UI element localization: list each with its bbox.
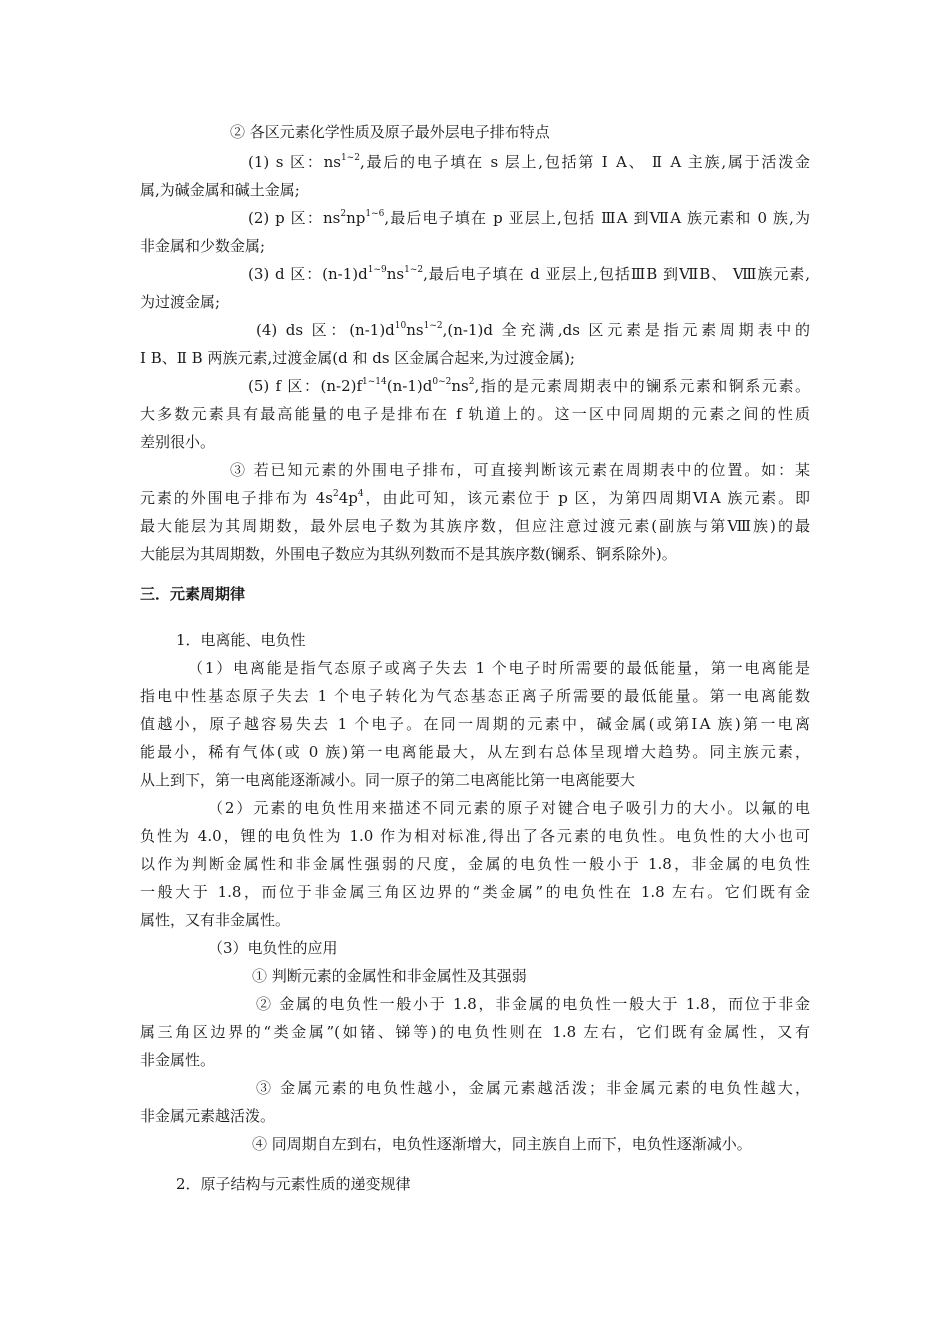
text-run: ③ 金属元素的电负性越小，金属元素越活泼；非金属元素的电负性越大， xyxy=(256,1079,810,1097)
paragraph-line xyxy=(140,1078,810,1098)
paragraph-line xyxy=(140,742,810,762)
text-run: ② 金属的电负性一般小于 1.8，非金属的电负性一般大于 1.8，而位于非金 xyxy=(256,995,810,1013)
paragraph-line xyxy=(140,460,810,480)
paragraph-line xyxy=(140,966,810,986)
superscript: 1~9 xyxy=(367,265,387,275)
superscript: 1~14 xyxy=(362,377,387,387)
superscript: 10 xyxy=(394,321,407,331)
text-run: 指电中性基态原子失去 1 个电子转化为气态基态正离子所需要的最低能量。第一电离能数 xyxy=(140,687,810,705)
paragraph-line xyxy=(140,1134,810,1154)
paragraph-line xyxy=(140,236,810,256)
text-run: （2）元素的电负性用来描述不同元素的原子对键合电子吸引力的大小。以氟的电 xyxy=(208,799,810,817)
text-run: 非金属和少数金属; xyxy=(140,237,266,255)
text-run: 1．电离能、电负性 xyxy=(176,631,306,649)
paragraph-line xyxy=(140,1106,810,1126)
paragraph-line xyxy=(140,910,810,930)
text-run: 以作为判断金属性和非金属性强弱的尺度，金属的电负性一般小于 1.8，非金属的电负性 xyxy=(140,855,810,873)
paragraph-line xyxy=(140,516,810,536)
text-run: 属,为碱金属和碱土金属; xyxy=(140,181,300,199)
text-run: ③ 若已知元素的外围电子排布，可直接判断该元素在周期表中的位置。如：某 xyxy=(230,461,810,479)
text-run: ① 判断元素的金属性和非金属性及其强弱 xyxy=(252,967,527,985)
superscript: 1~2 xyxy=(340,153,360,163)
superscript: 2 xyxy=(468,377,475,387)
superscript: 1~6 xyxy=(365,209,385,219)
subsection-heading xyxy=(140,630,810,650)
text-run: (4) ds 区：(n-1)d xyxy=(256,321,395,339)
text-run: ns xyxy=(386,265,405,283)
paragraph-line xyxy=(140,320,810,340)
superscript: 0~2 xyxy=(432,377,452,387)
paragraph-line xyxy=(140,994,810,1014)
paragraph-line xyxy=(140,714,810,734)
text-run: 非金属元素越活泼。 xyxy=(140,1107,276,1125)
paragraph-line xyxy=(140,488,810,508)
text-run: ns xyxy=(406,321,424,339)
paragraph-line xyxy=(140,1022,810,1042)
paragraph-line xyxy=(140,854,810,874)
text-run: 负性为 4.0，锂的电负性为 1.0 作为相对标准,得出了各元素的电负性。电负性的大小也可 xyxy=(140,827,810,845)
text-run: 大能层为其周期数，外围电子数应为其纵列数而不是其族序数(镧系、锕系除外)。 xyxy=(140,545,677,563)
paragraph-line xyxy=(140,770,810,790)
superscript: 2 xyxy=(340,209,347,219)
paragraph-line xyxy=(140,348,810,368)
text-run: 大多数元素具有最高能量的电子是排布在 f 轨道上的。这一区中同周期的元素之间的性质 xyxy=(140,405,810,423)
text-run: ② 各区元素化学性质及原子最外层电子排布特点 xyxy=(230,123,550,141)
text-run: （3）电负性的应用 xyxy=(208,939,338,957)
text-run: ,指的是元素周期表中的镧系元素和锕系元素。 xyxy=(474,377,810,395)
text-run: 元素的外围电子排布为 4s xyxy=(140,489,334,507)
paragraph-line xyxy=(140,208,810,228)
text-run: 三．元素周期律 xyxy=(140,585,246,603)
text-run: 最大能层为其周期数，最外层电子数为其族序数，但应注意过渡元素(副族与第Ⅷ族)的最 xyxy=(140,517,810,535)
text-run: 4p xyxy=(338,489,358,507)
text-run: ,(n-1)d 全充满,ds 区元素是指元素周期表中的 xyxy=(442,321,810,339)
paragraph-line xyxy=(140,798,810,818)
paragraph-line xyxy=(140,404,810,424)
text-run: ④ 同周期自左到右，电负性逐渐增大，同主族自上而下，电负性逐渐减小。 xyxy=(252,1135,752,1153)
text-run: 能最小，稀有气体(或 0 族)第一电离能最大，从左到右总体呈现增大趋势。同主族元素， xyxy=(140,743,810,761)
text-run: 一般大于 1.8，而位于非金属三角区边界的“类金属”的电负性在 1.8 左右。它们既有金 xyxy=(140,883,810,901)
paragraph-line xyxy=(140,1050,810,1070)
paragraph-line xyxy=(140,376,810,396)
text-run: ,最后电子填在 p 亚层上,包括 ⅢA 到ⅦA 族元素和 0 族,为 xyxy=(384,209,810,227)
superscript: 1~2 xyxy=(404,265,424,275)
superscript: 4 xyxy=(357,489,364,499)
text-run: (2) p 区：ns xyxy=(248,209,341,227)
paragraph-line xyxy=(140,826,810,846)
subsection-heading xyxy=(140,1174,810,1194)
paragraph-line xyxy=(140,658,810,678)
paragraph-line xyxy=(140,432,810,452)
text-run: (3) d 区：(n-1)d xyxy=(248,265,368,283)
text-run: (n-1)d xyxy=(386,377,433,395)
paragraph-line xyxy=(140,264,810,284)
text-run: （1）电离能是指气态原子或离子失去 1 个电子时所需要的最低能量，第一电离能是 xyxy=(188,659,810,677)
paragraph-line xyxy=(140,544,810,564)
text-run: Ⅰ B、Ⅱ B 两族元素,过渡金属(d 和 ds 区金属合起来,为过渡金属); xyxy=(140,349,575,367)
text-run: 差别很小。 xyxy=(140,433,216,451)
paragraph-line xyxy=(140,882,810,902)
text-run: ，由此可知，该元素位于 p 区，为第四周期ⅥA 族元素。即 xyxy=(363,489,810,507)
text-run: (1) s 区：ns xyxy=(248,153,341,171)
text-run: ,最后的电子填在 s 层上,包括第 Ⅰ A、 Ⅱ A 主族,属于活泼金 xyxy=(359,153,810,171)
paragraph-line xyxy=(140,686,810,706)
paragraph-line xyxy=(140,122,810,142)
text-run: 为过渡金属; xyxy=(140,293,221,311)
paragraph-line xyxy=(140,938,810,958)
text-run: 属性，又有非金属性。 xyxy=(140,911,291,929)
text-run: np xyxy=(346,209,366,227)
text-run: 2．原子结构与元素性质的递变规律 xyxy=(176,1175,411,1193)
superscript: 2 xyxy=(333,489,339,499)
text-run: ns xyxy=(451,377,469,395)
paragraph-line xyxy=(140,292,810,312)
text-run: ,最后电子填在 d 亚层上,包括ⅢB 到ⅦB、 Ⅷ族元素, xyxy=(423,265,811,283)
text-run: 从上到下，第一电离能逐渐减小。同一原子的第二电离能比第一电离能要大 xyxy=(140,771,636,789)
superscript: 1~2 xyxy=(423,321,443,331)
paragraph-line xyxy=(140,152,810,172)
section-heading xyxy=(140,584,810,604)
text-run: 非金属性。 xyxy=(140,1051,216,1069)
text-run: (5) f 区：(n-2)f xyxy=(248,377,363,395)
text-run: 值越小，原子越容易失去 1 个电子。在同一周期的元素中，碱金属(或第ⅠA 族)第一电离 xyxy=(140,715,810,733)
paragraph-line xyxy=(140,180,810,200)
text-run: 属三角区边界的“类金属”(如锗、锑等)的电负性则在 1.8 左右，它们既有金属性，又有 xyxy=(140,1023,810,1041)
